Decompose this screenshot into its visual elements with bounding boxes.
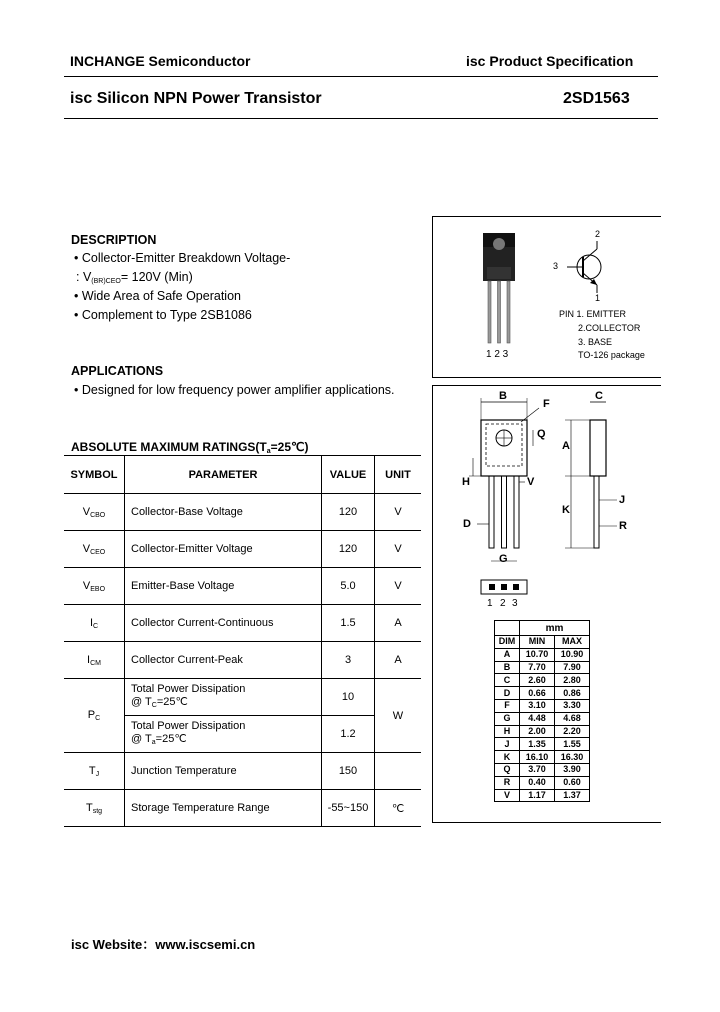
dim-label-q: Q	[537, 428, 546, 440]
ratings-heading	[71, 440, 309, 455]
header-rule-bottom	[64, 118, 658, 119]
parameter-cell	[125, 679, 322, 716]
dim-col-max: MAX	[555, 636, 590, 649]
unit-cell: V	[375, 568, 422, 605]
value-cell: 10	[322, 679, 375, 716]
parameter-text: Total Power Dissipation	[131, 682, 246, 695]
vceo-value: = 120V (Min)	[120, 270, 193, 284]
table-row: G 4.48 4.68	[495, 712, 590, 725]
pinout-box	[432, 216, 661, 378]
website-link[interactable]: www.iscsemi.cn	[155, 937, 256, 952]
symbol-cell: $V_{CEO}$	[64, 531, 125, 568]
parameter-cell	[125, 716, 322, 753]
dim-col-dim: DIM	[495, 636, 520, 649]
parameter-cell: Collector-Emitter Voltage	[125, 531, 322, 568]
dim-label-b: B	[499, 390, 507, 402]
dim-label-f: F	[543, 398, 550, 410]
pin-legend-1: PIN 1. EMITTER	[559, 309, 627, 319]
unit-cell: W	[375, 679, 422, 753]
table-row: J 1.35 1.55	[495, 738, 590, 751]
bottom-pin-3: 3	[512, 598, 518, 609]
dim-blank-cell	[495, 621, 520, 636]
unit-cell: ℃	[375, 790, 422, 827]
pin-legend-2: 2.COLLECTOR	[578, 323, 641, 333]
parameter-text: Total Power Dissipation	[131, 719, 246, 732]
dim-col-min: MIN	[520, 636, 555, 649]
package-outline-drawing	[433, 386, 661, 616]
unit-cell	[375, 753, 422, 790]
table-row: C 2.60 2.80	[495, 674, 590, 687]
footer	[71, 934, 255, 953]
symbol-pin-3: 3	[553, 261, 559, 271]
table-row: F 3.10 3.30	[495, 699, 590, 712]
bottom-pin-1: 1	[487, 598, 493, 609]
symbol-cell: $V_{EBO}$	[64, 568, 125, 605]
parameter-condition: @ $T_C=25℃$	[131, 695, 188, 709]
pin-legend-3: 3. BASE	[578, 337, 613, 347]
table-row: H 2.00 2.20	[495, 725, 590, 738]
table-row	[64, 642, 421, 679]
symbol-cell: $T_{stg}$	[64, 790, 125, 827]
table-row: B 7.70 7.90	[495, 661, 590, 674]
ratings-heading-suffix: =25℃)	[270, 440, 309, 454]
symbol-cell: $T_J$	[64, 753, 125, 790]
col-symbol: SYMBOL	[64, 456, 125, 494]
table-row	[64, 679, 421, 716]
col-parameter: PARAMETER	[125, 456, 322, 494]
dimensions-table	[494, 620, 590, 802]
header-rule-top	[64, 76, 658, 77]
vceo-symbol: : V	[76, 270, 92, 284]
dim-unit: mm	[520, 621, 590, 636]
table-row: Q 3.70 3.90	[495, 763, 590, 776]
parameter-cell: Collector-Base Voltage	[125, 494, 322, 531]
table-row: V 1.17 1.37	[495, 789, 590, 802]
unit-cell: V	[375, 494, 422, 531]
value-cell: 3	[322, 642, 375, 679]
dim-label-h: H	[462, 476, 470, 488]
value-cell: 120	[322, 531, 375, 568]
vceo-sub: (BR)CEO	[91, 278, 121, 285]
bottom-pin-2: 2	[500, 598, 506, 609]
symbol-cell: $P_C$	[64, 679, 125, 753]
dim-header-row	[495, 636, 590, 649]
parameter-cell: Storage Temperature Range	[125, 790, 322, 827]
table-row	[64, 790, 421, 827]
table-row: A 10.70 10.90	[495, 648, 590, 661]
col-value: VALUE	[322, 456, 375, 494]
photo-pin-numbers: 1 2 3	[486, 349, 509, 360]
table-row	[64, 531, 421, 568]
parameter-cell: Junction Temperature	[125, 753, 322, 790]
table-row: R 0.40 0.60	[495, 776, 590, 789]
table-row: K 16.10 16.30	[495, 751, 590, 764]
dim-label-v: V	[527, 476, 535, 488]
value-cell: 120	[322, 494, 375, 531]
unit-cell: A	[375, 642, 422, 679]
dim-label-c: C	[595, 390, 603, 402]
ratings-table	[64, 455, 421, 827]
dim-label-g: G	[499, 553, 508, 565]
description-item-3: • Complement to Type 2SB1086	[74, 308, 252, 322]
dim-label-k: K	[562, 504, 570, 516]
value-cell: 5.0	[322, 568, 375, 605]
dim-label-d: D	[463, 518, 471, 530]
value-cell: 150	[322, 753, 375, 790]
symbol-pin-2: 2	[595, 229, 601, 239]
parameter-cell: Emitter-Base Voltage	[125, 568, 322, 605]
description-item-2: • Wide Area of Safe Operation	[74, 289, 241, 303]
value-cell: 1.5	[322, 605, 375, 642]
ratings-heading-sub: a	[266, 448, 271, 455]
parameter-condition: @ $T_a=25℃$	[131, 732, 187, 746]
description-heading: DESCRIPTION	[71, 233, 157, 247]
applications-item-1: • Designed for low frequency power amplifier applications.	[74, 383, 395, 397]
table-row	[64, 494, 421, 531]
col-unit: UNIT	[375, 456, 422, 494]
footer-prefix: isc Website：	[71, 937, 156, 952]
unit-cell: V	[375, 531, 422, 568]
table-row	[64, 753, 421, 790]
parameter-cell: Collector Current-Peak	[125, 642, 322, 679]
description-item-1b	[76, 270, 193, 285]
dim-unit-row	[495, 621, 590, 636]
value-cell: 1.2	[322, 716, 375, 753]
pin-legend-4: TO-126 package	[578, 350, 645, 360]
dim-label-a: A	[562, 440, 570, 452]
ratings-heading-text: ABSOLUTE MAXIMUM RATINGS(T	[71, 440, 267, 454]
description-item-1: • Collector-Emitter Breakdown Voltage-	[74, 251, 291, 265]
table-row	[64, 605, 421, 642]
table-row: D 0.66 0.86	[495, 687, 590, 700]
applications-heading: APPLICATIONS	[71, 364, 164, 378]
product-title: isc Silicon NPN Power Transistor	[70, 90, 322, 107]
dim-label-r: R	[619, 520, 627, 532]
symbol-cell: $I_{CM}$	[64, 642, 125, 679]
company-name: INCHANGE Semiconductor	[70, 53, 251, 69]
unit-cell: A	[375, 605, 422, 642]
symbol-cell: $I_C$	[64, 605, 125, 642]
value-cell: -55~150	[322, 790, 375, 827]
ratings-header-row	[64, 456, 421, 494]
symbol-pin-1: 1	[595, 293, 601, 303]
symbol-cell: $V_{CBO}$	[64, 494, 125, 531]
part-number: 2SD1563	[563, 90, 630, 107]
parameter-cell: Collector Current-Continuous	[125, 605, 322, 642]
table-row	[64, 568, 421, 605]
spec-title: isc Product Specification	[466, 53, 634, 69]
dim-label-j: J	[619, 494, 626, 506]
